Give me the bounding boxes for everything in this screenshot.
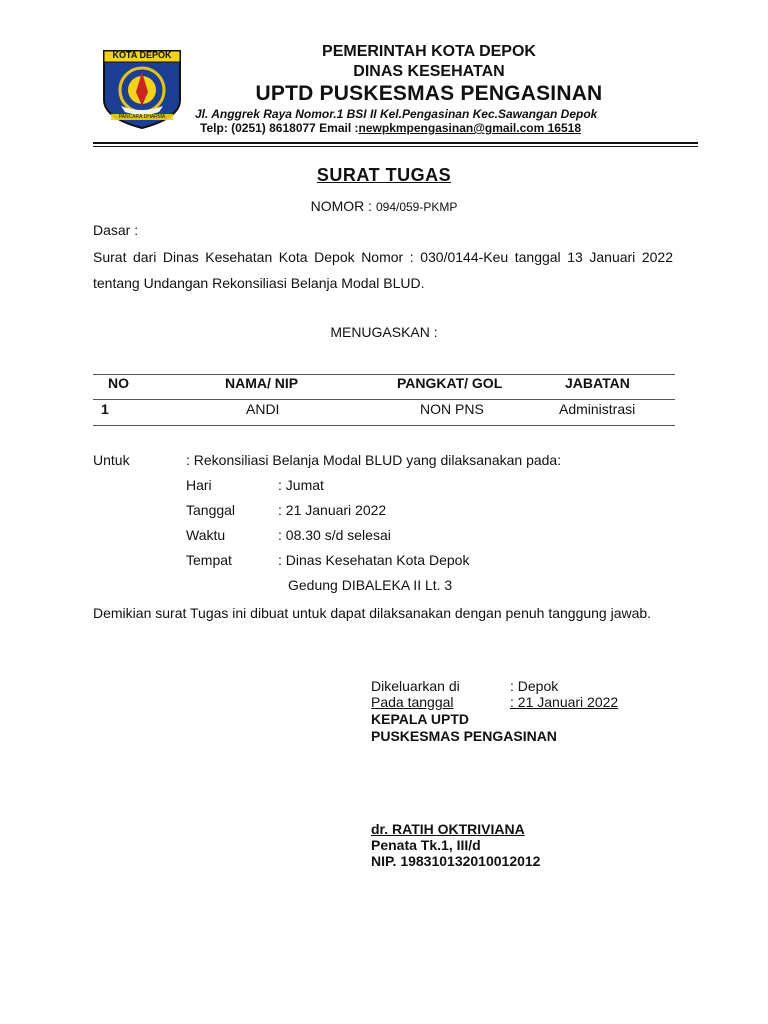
- day-label: Hari: [186, 477, 212, 493]
- signer-nip: NIP. 198310132010012012: [371, 853, 541, 869]
- signer-title-1: KEPALA UPTD: [371, 711, 469, 727]
- table-bottom-border: [93, 425, 675, 426]
- day-value: : Jumat: [278, 477, 324, 493]
- table-cell-rank: NON PNS: [420, 401, 484, 417]
- table-header-name: NAMA/ NIP: [225, 375, 299, 391]
- table-header-border: [93, 399, 675, 400]
- table-header-position: JABATAN: [565, 375, 630, 391]
- address-line: Jl. Anggrek Raya Nomor.1 BSI II Kel.Pengasinan Kec.Sawangan Depok: [195, 107, 598, 121]
- purpose-text: : Rekonsiliasi Belanja Modal BLUD yang dilaksanakan pada:: [186, 452, 562, 468]
- place-value: : Dinas Kesehatan Kota Depok: [278, 552, 470, 568]
- table-cell-no: 1: [101, 401, 109, 417]
- issued-label: Dikeluarkan di: [371, 678, 460, 694]
- place-value-building: Gedung DIBALEKA II Lt. 3: [288, 577, 453, 593]
- contact-prefix: Telp: (0251) 8618077 Email :: [200, 121, 359, 135]
- letter-number-label: NOMOR :: [310, 198, 373, 214]
- table-cell-name: ANDI: [246, 401, 280, 417]
- table-header-rank: PANGKAT/ GOL: [397, 375, 503, 391]
- time-label: Waktu: [186, 527, 226, 543]
- letter-number: [0, 198, 768, 214]
- letter-title: SURAT TUGAS: [316, 165, 452, 185]
- signer-rank: Penata Tk.1, III/d: [371, 837, 481, 853]
- email-link[interactable]: newpkmpengasinan@gmail.com 16518: [358, 121, 581, 135]
- header-divider-thin: [93, 146, 698, 147]
- signer-name: dr. RATIH OKTRIVIANA: [371, 821, 525, 837]
- table-cell-position: Administrasi: [559, 401, 636, 417]
- contact-line: [200, 121, 581, 135]
- government-name: PEMERINTAH KOTA DEPOK: [322, 43, 536, 60]
- header-divider-thick: [93, 142, 698, 144]
- logo-banner-text: KOTA DEPOK: [112, 50, 172, 60]
- purpose-label: Untuk: [93, 452, 130, 468]
- issued-value: : Depok: [510, 678, 559, 694]
- date-label: Tanggal: [186, 502, 236, 518]
- basis-label: Dasar :: [93, 222, 139, 238]
- department-name: DINAS KESEHATAN: [353, 63, 505, 80]
- time-value: : 08.30 s/d selesai: [278, 527, 391, 543]
- assign-label: MENUGASKAN :: [330, 324, 438, 340]
- date-value: : 21 Januari 2022: [278, 502, 387, 518]
- table-header-no: NO: [108, 375, 129, 391]
- signer-title-2: PUSKESMAS PENGASINAN: [371, 728, 557, 744]
- basis-text: Surat dari Dinas Kesehatan Kota Depok Nomor : 030/0144-Keu tanggal 13 Januari 2022 tentang Undangan Rekonsiliasi Belanja Modal BLUD.: [93, 249, 673, 291]
- closing-text: Demikian surat Tugas ini dibuat untuk dapat dilaksanakan dengan penuh tanggung jawab.: [93, 605, 652, 621]
- sign-date-label: Pada tanggal: [371, 694, 454, 710]
- sign-date-value: : 21 Januari 2022: [510, 694, 619, 710]
- place-label: Tempat: [186, 552, 232, 568]
- letter-number-value: 094/059-PKMP: [375, 200, 458, 214]
- institution-name: UPTD PUSKESMAS PENGASINAN: [255, 82, 603, 105]
- logo-motto-text: PANCARA DHARMA: [118, 114, 166, 120]
